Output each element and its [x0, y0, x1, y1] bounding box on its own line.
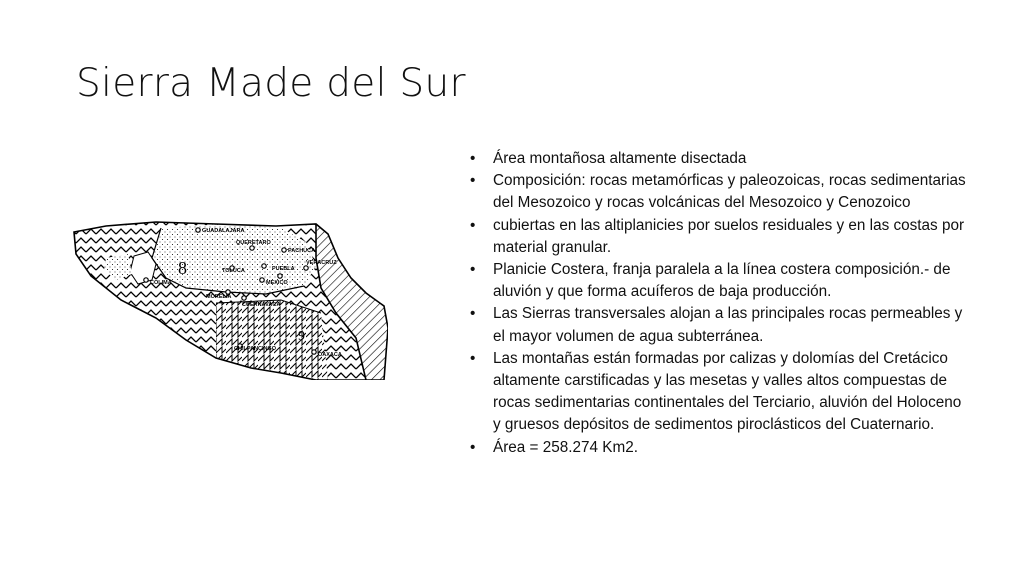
- bullet-item: [468, 437, 968, 459]
- bullet-dot: •: [470, 172, 476, 190]
- map-label-veracruz: VERACRUZ: [306, 260, 337, 266]
- map-label-toluca: TOLUCA: [222, 268, 245, 274]
- map-label-colima: COLIMA: [150, 280, 172, 286]
- bullet-item: [468, 303, 968, 347]
- bullet-text: Las montañas están formadas por calizas y dolomías del Cretácico altamente carstificadas y las mesetas y valles altos compuestas de rocas sedimentarias continentales del Terciario, aluvión del Holoceno y gruesos depósitos de sedimentos piroclásticos del Cuaternario.: [493, 349, 962, 434]
- bullet-item: [468, 170, 968, 214]
- map-label-guadalajara: GUADALAJARA: [202, 228, 245, 234]
- svg-text:9: 9: [298, 329, 305, 344]
- map-label-morelia: MORELIA: [206, 294, 232, 300]
- bullet-item: [468, 215, 968, 259]
- bullet-text: cubiertas en las altiplanicies por suelos residuales y en las costas por material granular.: [493, 216, 965, 256]
- bullet-list: [468, 148, 968, 459]
- bullet-item: [468, 148, 968, 170]
- map-label-puebla: PUEBLA: [272, 266, 295, 272]
- geologic-map: [66, 218, 388, 380]
- bullet-text: Área = 258.274 Km2.: [493, 438, 638, 456]
- bullet-dot: •: [470, 261, 476, 279]
- bullet-text: Planicie Costera, franja paralela a la línea costera composición.- de aluvión y que forma acuíferos de baja producción.: [493, 261, 951, 301]
- bullet-text: Área montañosa altamente disectada: [493, 150, 747, 167]
- bullet-dot: •: [470, 150, 476, 167]
- bullet-dot: •: [470, 349, 476, 367]
- svg-text:8: 8: [178, 258, 187, 278]
- map-label-cuernavaca: CUERNAVACA: [242, 302, 281, 308]
- map-label-mexico: MEXICO: [266, 280, 288, 286]
- map-label-queretaro: QUERETARO: [236, 240, 271, 246]
- map-label-pachuca: PACHUCA: [288, 248, 316, 254]
- bullet-dot: •: [470, 216, 476, 234]
- bullet-dot: •: [470, 305, 476, 323]
- bullet-item: [468, 259, 968, 303]
- bullet-item: [468, 348, 968, 437]
- map-label-oaxaca: OAXACA: [318, 352, 342, 358]
- slide-title: Sierra Made del Sur: [76, 61, 466, 106]
- map-label-chilpancingo: CHILPANCINGO: [234, 346, 277, 352]
- bullet-text: Las Sierras transversales alojan a las principales rocas permeables y el mayor volumen de agua subterránea.: [493, 305, 963, 345]
- bullet-text: Composición: rocas metamórficas y paleozoicas, rocas sedimentarias del Mesozoico y rocas volcánicas del Mesozoico y Cenozoico: [493, 172, 966, 212]
- bullet-dot: •: [470, 438, 476, 456]
